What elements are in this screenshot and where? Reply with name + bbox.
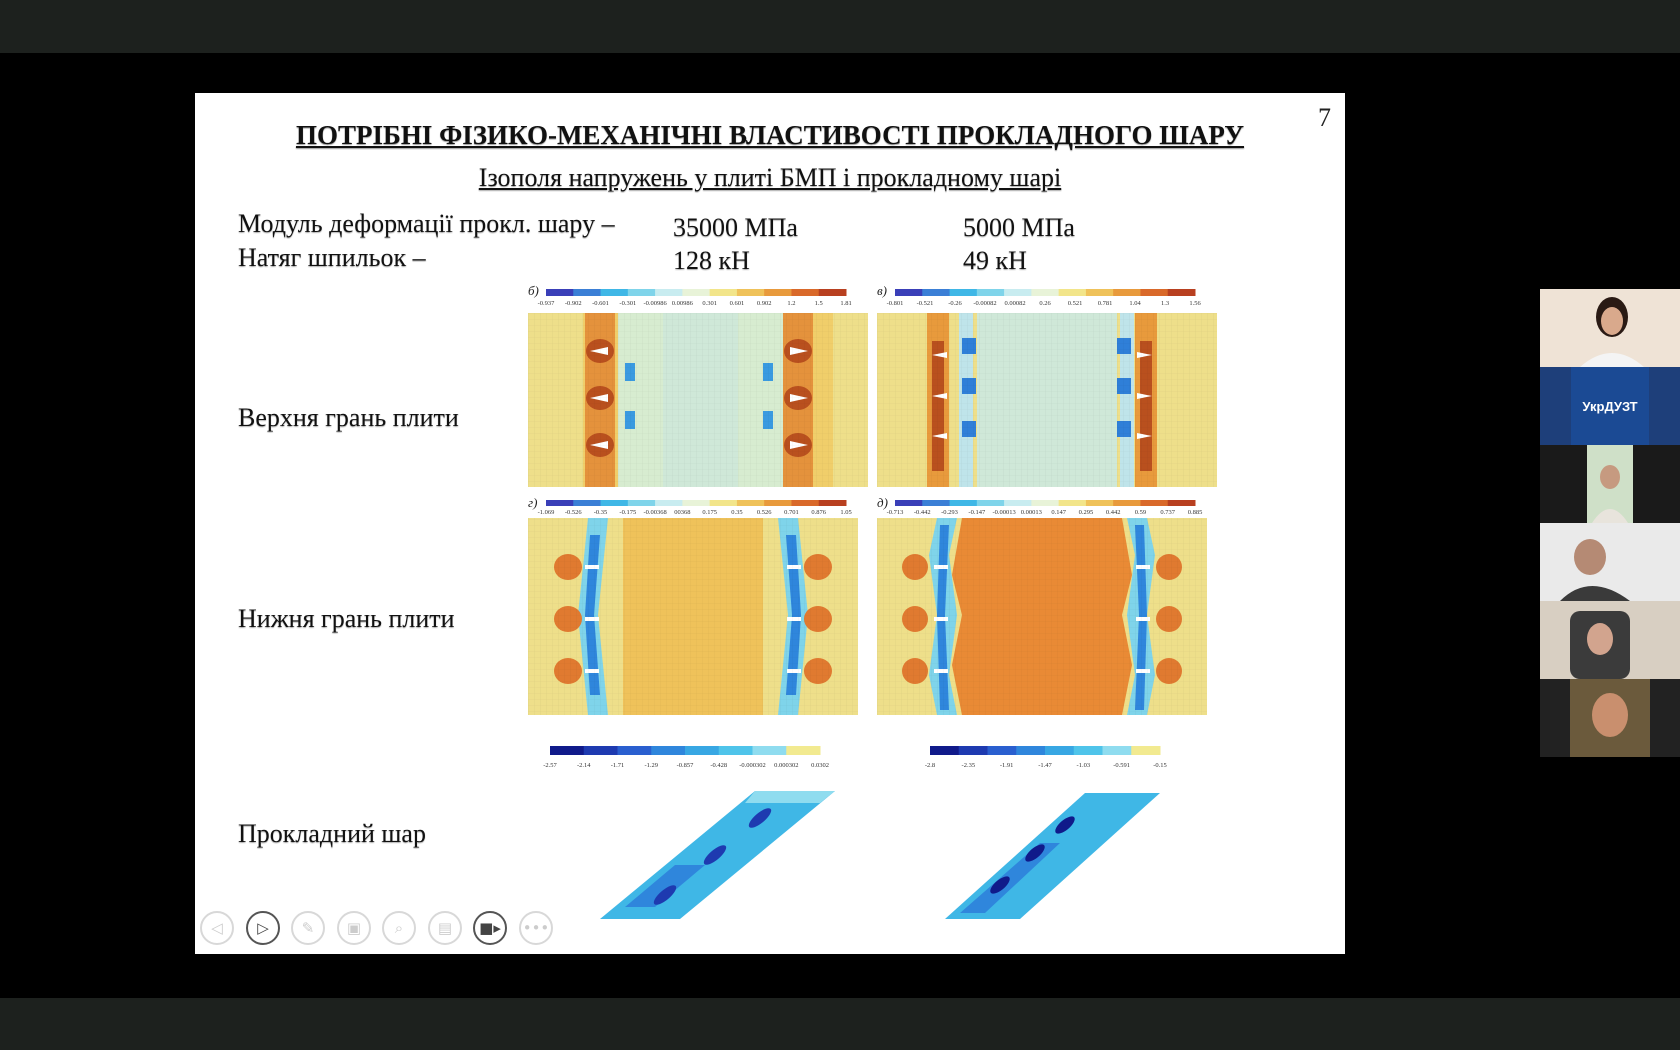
- colorbar-tick-label: 0.442: [1105, 509, 1121, 516]
- colorbar-swatch: [655, 289, 683, 296]
- colorbar-tick-label: -0.442: [913, 509, 931, 516]
- tension-value-b: 49 кН: [963, 246, 1027, 275]
- modulus-value-a: 35000 МПа: [673, 213, 798, 242]
- colorbar-tick-label: 0.147: [1051, 509, 1066, 516]
- colorbar-v: [895, 289, 1196, 296]
- panel-letter-g: г): [528, 495, 538, 510]
- colorbar-swatch: [1031, 500, 1059, 506]
- colorbar-tick-label: 0.701: [784, 509, 799, 516]
- camera-button[interactable]: [473, 911, 507, 945]
- layer-stress-a: [595, 783, 845, 923]
- camera-icon: ■▸: [479, 919, 501, 937]
- colorbar-tick-label: -0.15: [1153, 762, 1167, 769]
- colorbar-tick-label: 0.35: [731, 509, 743, 516]
- colorbar-layer-a: [540, 743, 840, 783]
- colorbar-tick-label: -0.00082: [973, 300, 997, 307]
- stress-field-bottom-a: [528, 495, 868, 717]
- university-logo: УкрДУЗТ: [1582, 398, 1638, 414]
- colorbar-swatch: [1016, 746, 1045, 755]
- colorbar-swatch: [682, 289, 710, 296]
- colorbar-swatch: [930, 746, 959, 755]
- colorbar-tick-label: 0.295: [1078, 509, 1094, 516]
- colorbar-swatch: [1131, 746, 1160, 755]
- colorbar-swatch: [601, 289, 629, 296]
- participant-video-5: [1540, 601, 1680, 679]
- colorbar-swatch: [628, 500, 656, 506]
- colorbar-tick-label: 1.3: [1160, 300, 1170, 307]
- pen-button[interactable]: [291, 911, 325, 945]
- colorbar-swatch: [819, 500, 847, 506]
- more-button[interactable]: [519, 911, 553, 945]
- colorbar-swatch: [922, 289, 950, 296]
- colorbar-tick-label: 1.81: [840, 300, 852, 307]
- participant-video-3: [1540, 445, 1680, 523]
- colorbar-d-ticks: [887, 509, 1203, 516]
- colorbar-tick-label: -0.902: [564, 300, 582, 307]
- colorbar-swatch: [1103, 746, 1132, 755]
- row-label-layer: Прокладний шар: [238, 819, 426, 848]
- presentation-slide: [195, 93, 1345, 954]
- colorbar-layer-b-bar: [930, 746, 1161, 755]
- colorbar-tick-label: -1.91: [999, 762, 1014, 769]
- colorbar-swatch: [601, 500, 629, 506]
- colorbar-layer-b: [920, 743, 1180, 783]
- colorbar-b-ticks: [538, 300, 852, 307]
- colorbar-swatch: [737, 289, 765, 296]
- colorbar-swatch: [1168, 500, 1196, 506]
- colorbar-tick-label: 0.00986: [671, 300, 693, 307]
- colorbar-swatch: [1059, 289, 1087, 296]
- colorbar-swatch: [959, 746, 988, 755]
- colorbar-swatch: [546, 289, 574, 296]
- colorbar-swatch: [988, 746, 1017, 755]
- zoom-button[interactable]: [382, 911, 416, 945]
- colorbar-layer-a-bar: [550, 746, 821, 755]
- stress-field-top-b-image: [877, 283, 1217, 490]
- participant-tile-4[interactable]: [1540, 523, 1680, 601]
- colorbar-swatch: [1059, 500, 1087, 506]
- stress-field-top-b: [877, 283, 1217, 490]
- zoom-icon: ⌕: [394, 919, 404, 937]
- layer-stress-b: [940, 783, 1190, 923]
- colorbar-tick-label: 0.000302: [774, 762, 799, 769]
- colorbar-tick-label: -0.526: [564, 509, 582, 516]
- slide-number: 7: [1318, 103, 1331, 132]
- colorbar-tick-label: -0.428: [710, 762, 728, 769]
- subtitles-button[interactable]: [428, 911, 462, 945]
- colorbar-swatch: [710, 289, 738, 296]
- colorbar-swatch: [546, 500, 574, 506]
- colorbar-swatch: [584, 746, 618, 755]
- next-slide-button[interactable]: [246, 911, 280, 945]
- colorbar-tick-label: -1.47: [1038, 762, 1052, 769]
- colorbar-tick-label: -2.14: [576, 762, 591, 769]
- colorbar-tick-label: -2.35: [961, 762, 976, 769]
- participant-tile-3[interactable]: [1540, 445, 1680, 523]
- colorbar-swatch: [550, 746, 584, 755]
- stress-field-bottom-b: [877, 495, 1217, 717]
- colorbar-layer-a-ticks: [543, 762, 829, 769]
- slides-icon: ▣: [346, 919, 362, 937]
- colorbar-tick-label: -0.937: [537, 300, 555, 307]
- colorbar-layer-b-ticks: [925, 762, 1167, 769]
- colorbar-tick-label: 0.521: [1067, 300, 1083, 307]
- tension-label: Натяг шпильок –: [238, 243, 426, 272]
- slide-subtitle: Ізополя напружень у плиті БМП і прокладному шарі: [478, 163, 1062, 192]
- colorbar-tick-label: -0.801: [886, 300, 904, 307]
- colorbar-tick-label: -1.29: [644, 762, 659, 769]
- colorbar-tick-label: 0.26: [1039, 300, 1051, 307]
- colorbar-tick-label: -0.00013: [992, 509, 1016, 516]
- colorbar-tick-label: -0.601: [592, 300, 609, 307]
- participant-tile-1[interactable]: [1540, 289, 1680, 367]
- colorbar-swatch: [895, 500, 923, 506]
- stress-field-bottom-b-image: [877, 495, 1217, 717]
- stress-field-bottom-a-image: [528, 495, 868, 717]
- colorbar-tick-label: -0.301: [619, 300, 637, 307]
- colorbar-swatch: [1004, 289, 1032, 296]
- window-top-bar: [0, 0, 1680, 53]
- colorbar-swatch: [1031, 289, 1059, 296]
- colorbar-tick-label: 1.2: [787, 300, 796, 307]
- colorbar-tick-label: -1.71: [610, 762, 625, 769]
- colorbar-swatch: [895, 289, 923, 296]
- colorbar-tick-label: 1.04: [1129, 300, 1141, 307]
- colorbar-tick-label: -0.293: [941, 509, 958, 516]
- colorbar-tick-label: 0.885: [1187, 509, 1203, 516]
- colorbar-swatch: [737, 500, 765, 506]
- colorbar-swatch: [977, 289, 1005, 296]
- colorbar-tick-label: -0.857: [676, 762, 694, 769]
- colorbar-swatch: [791, 289, 819, 296]
- colorbar-tick-label: -0.713: [886, 509, 904, 516]
- next-icon: ▷: [257, 919, 269, 937]
- colorbar-swatch: [764, 500, 792, 506]
- stress-field-top-a-image: [528, 283, 868, 490]
- colorbar-swatch: [1140, 289, 1168, 296]
- panel-letter-d: д): [877, 495, 888, 510]
- colorbar-tick-label: 00368: [674, 509, 691, 516]
- prev-icon: ◁: [211, 919, 223, 937]
- colorbar-tick-label: -0.521: [916, 300, 934, 307]
- colorbar-tick-label: -1.03: [1076, 762, 1091, 769]
- slides-button[interactable]: [337, 911, 371, 945]
- participant-tile-6[interactable]: [1540, 679, 1680, 757]
- colorbar-swatch: [791, 500, 819, 506]
- colorbar-tick-label: -1.069: [537, 509, 555, 516]
- colorbar-tick-label: 0.00013: [1020, 509, 1042, 516]
- colorbar-swatch: [764, 289, 792, 296]
- colorbar-tick-label: 0.737: [1160, 509, 1176, 516]
- colorbar-tick-label: -2.57: [543, 762, 557, 769]
- row-label-bottom-face: Нижня грань плити: [238, 604, 455, 633]
- panel-letter-b: б): [528, 283, 539, 298]
- colorbar-swatch: [819, 289, 847, 296]
- colorbar-swatch: [1086, 289, 1114, 296]
- colorbar-swatch: [1168, 289, 1196, 296]
- window-bottom-bar: [0, 998, 1680, 1050]
- colorbar-swatch: [685, 746, 719, 755]
- colorbar-swatch: [651, 746, 685, 755]
- colorbar-tick-label: -0.147: [968, 509, 986, 516]
- colorbar-tick-label: -0.00368: [643, 509, 667, 516]
- subtitles-icon: ▤: [437, 919, 453, 937]
- colorbar-swatch: [786, 746, 820, 755]
- row-label-top-face: Верхня грань плити: [238, 403, 459, 432]
- colorbar-tick-label: 0.301: [702, 300, 717, 307]
- colorbar-tick-label: 0.902: [756, 300, 772, 307]
- colorbar-tick-label: 1.56: [1189, 300, 1201, 307]
- colorbar-swatch: [655, 500, 683, 506]
- participant-tile-5[interactable]: [1540, 601, 1680, 679]
- colorbar-swatch: [573, 289, 601, 296]
- colorbar-swatch: [682, 500, 710, 506]
- colorbar-swatch: [1004, 500, 1032, 506]
- participant-video-4: [1540, 523, 1680, 601]
- colorbar-tick-label: 0.59: [1134, 509, 1147, 516]
- colorbar-tick-label: -0.26: [948, 300, 962, 307]
- colorbar-tick-label: 0.175: [702, 509, 717, 516]
- colorbar-tick-label: 0.601: [729, 300, 745, 307]
- more-icon: •••: [522, 919, 550, 937]
- prev-slide-button[interactable]: [200, 911, 234, 945]
- colorbar-tick-label: 0.00082: [1004, 300, 1026, 307]
- participant-video-1: [1540, 289, 1680, 367]
- colorbar-swatch: [753, 746, 787, 755]
- participant-tile-2[interactable]: [1540, 367, 1680, 445]
- panel-letter-v: в): [877, 283, 887, 298]
- colorbar-tick-label: -0.35: [593, 509, 608, 516]
- colorbar-tick-label: 0.876: [811, 509, 827, 516]
- colorbar-g: [546, 500, 847, 506]
- colorbar-tick-label: 1.5: [814, 300, 823, 307]
- colorbar-swatch: [573, 500, 601, 506]
- colorbar-tick-label: -0.00986: [643, 300, 667, 307]
- colorbar-swatch: [922, 500, 950, 506]
- colorbar-tick-label: 0.781: [1097, 300, 1113, 307]
- colorbar-swatch: [950, 500, 978, 506]
- colorbar-swatch: [719, 746, 753, 755]
- colorbar-d: [895, 500, 1196, 506]
- colorbar-swatch: [1086, 500, 1114, 506]
- colorbar-tick-label: -0.175: [619, 509, 637, 516]
- colorbar-swatch: [710, 500, 738, 506]
- colorbar-swatch: [977, 500, 1005, 506]
- participant-video-6: [1540, 679, 1680, 757]
- colorbar-swatch: [1113, 289, 1141, 296]
- colorbar-tick-label: 0.0302: [811, 762, 829, 769]
- colorbar-tick-label: 0.526: [756, 509, 772, 516]
- colorbar-b: [546, 289, 847, 296]
- colorbar-swatch: [1074, 746, 1103, 755]
- colorbar-tick-label: -0.000302: [739, 762, 766, 769]
- modulus-value-b: 5000 МПа: [963, 213, 1075, 242]
- colorbar-swatch: [950, 289, 978, 296]
- colorbar-swatch: [1113, 500, 1141, 506]
- colorbar-tick-label: -2.8: [924, 762, 936, 769]
- colorbar-tick-label: 1.05: [840, 509, 852, 516]
- colorbar-swatch: [1140, 500, 1168, 506]
- colorbar-swatch: [628, 289, 656, 296]
- colorbar-v-ticks: [887, 300, 1202, 307]
- colorbar-tick-label: -0.591: [1113, 762, 1131, 769]
- colorbar-g-ticks: [538, 509, 852, 516]
- slide-title: ПОТРІБНІ ФІЗИКО-МЕХАНІЧНІ ВЛАСТИВОСТІ ПРОКЛАДНОГО ШАРУ: [295, 120, 1245, 150]
- stress-field-top-a: [528, 283, 868, 490]
- pen-icon: ✎: [301, 919, 315, 937]
- modulus-label: Модуль деформації прокл. шару –: [238, 209, 615, 238]
- tension-value-a: 128 кН: [673, 246, 750, 275]
- colorbar-swatch: [1045, 746, 1074, 755]
- colorbar-swatch: [618, 746, 652, 755]
